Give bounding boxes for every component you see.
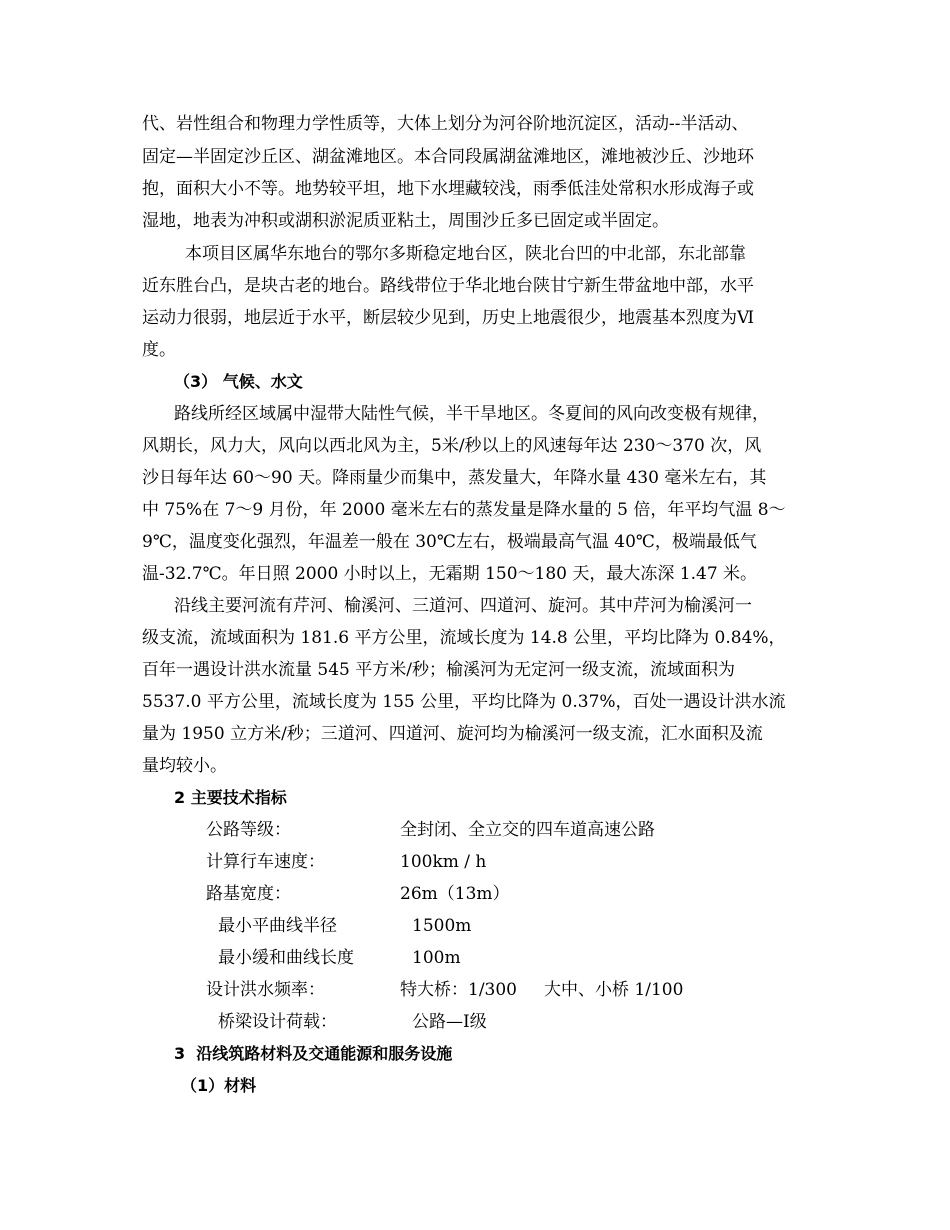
para4-line: 沿线主要河流有芹河、榆溪河、三道河、四道河、旋河。其中芹河为榆溪河一	[174, 596, 752, 616]
spec-value: 公路—Ⅰ级	[412, 1012, 487, 1032]
spec-label: 计算行车速度：	[206, 852, 325, 872]
para2-line: 本项目区属华东地台的鄂尔多斯稳定地台区，陕北台凹的中北部，东北部靠	[185, 244, 746, 264]
spec-value: 26m（13m）	[400, 884, 510, 904]
spec-value: 100km / h	[400, 852, 487, 872]
para2-line: 运动力很弱，地层近于水平，断层较少见到，历史上地震很少，地震基本烈度为Ⅵ	[142, 308, 755, 328]
spec-value: 1500m	[412, 916, 472, 936]
spec-label: 最小平曲线半径	[218, 916, 337, 936]
para3-line: 沙日每年达 60～90 天。降雨量少而集中，蒸发量大，年降水量 430 毫米左右，其	[142, 468, 767, 488]
para3-line: 温-32.7℃。年日照 2000 小时以上，无霜期 150～180 天，最大冻深 1.47 米。	[142, 564, 758, 584]
para3-line: 9℃，温度变化强烈，年温差一般在 30℃左右，极端最高气温 40℃，极端最低气	[142, 532, 757, 552]
spec-label: 桥梁设计荷载：	[218, 1012, 337, 1032]
para3-line: 路线所经区域属中湿带大陆性气候，半干旱地区。冬夏间的风向改变极有规律，	[174, 404, 769, 424]
para2-line: 度。	[142, 340, 176, 360]
para4-line: 级支流，流域面积为 181.6 平方公里，流域长度为 14.8 公里，平均比降为 0.84%，	[142, 628, 786, 648]
para1-line: 抱，面积大小不等。地势较平坦，地下水埋藏较浅，雨季低洼处常积水形成海子或	[142, 179, 754, 199]
spec-value: 全封闭、全立交的四车道高速公路	[400, 820, 655, 840]
para1-line: 代、岩性组合和物理力学性质等，大体上划分为河谷阶地沉淀区，活动--半活动、	[142, 114, 749, 134]
para1-line: 固定—半固定沙丘区、湖盆滩地区。本合同段属湖盆滩地区，滩地被沙丘、沙地环	[142, 147, 754, 167]
spec-label: 最小缓和曲线长度	[218, 948, 354, 968]
spec-label: 设计洪水频率：	[206, 980, 325, 1000]
subsection-heading-materials: （1）材料	[181, 1076, 257, 1095]
para4-line: 5537.0 平方公里，流域长度为 155 公里，平均比降为 0.37%，百处一遇设计洪水流	[142, 692, 786, 712]
section-heading-climate: （3） 气候、水文	[174, 372, 303, 391]
para3-line: 中 75%在 7～9 月份，年 2000 毫米左右的蒸发量是降水量的 5 倍，年平均气温 8～	[142, 500, 786, 520]
section-heading-materials: 3 沿线筑路材料及交通能源和服务设施	[174, 1044, 453, 1063]
para4-line: 量均较小。	[142, 756, 227, 776]
spec-value: 100m	[412, 948, 461, 968]
spec-label: 路基宽度：	[206, 884, 291, 904]
spec-value: 特大桥：1/300 大中、小桥 1/100	[400, 980, 684, 1000]
para4-line: 量为 1950 立方米/秒；三道河、四道河、旋河均为榆溪河一级支流，汇水面积及流	[142, 724, 763, 744]
para1-line: 湿地，地表为冲积或湖积淤泥质亚粘土，周围沙丘多已固定或半固定。	[142, 211, 669, 231]
section-heading-tech: 2 主要技术指标	[174, 788, 287, 807]
para2-line: 近东胜台凸，是块古老的地台。路线带位于华北地台陕甘宁新生带盆地中部，水平	[142, 276, 754, 296]
para4-line: 百年一遇设计洪水流量 545 平方米/秒；榆溪河为无定河一级支流，流域面积为	[142, 660, 735, 680]
spec-label: 公路等级：	[206, 820, 291, 840]
para3-line: 风期长，风力大，风向以西北风为主，5米/秒以上的风速每年达 230～370 次，风	[142, 436, 762, 456]
